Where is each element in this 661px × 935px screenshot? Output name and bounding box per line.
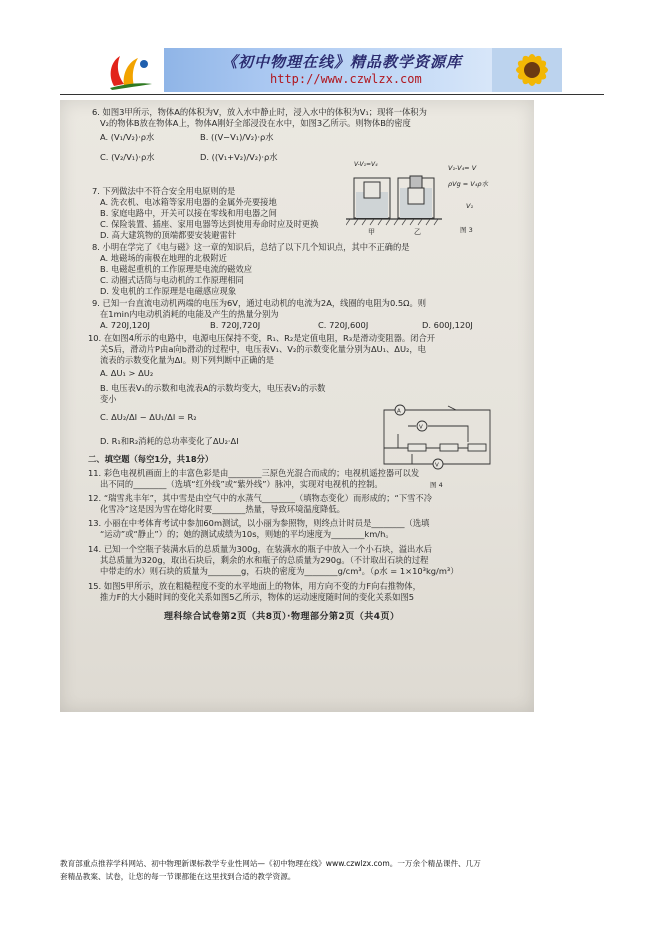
- q8-option-c: C. 动圈式话筒与电动机的工作原理相同: [100, 275, 244, 285]
- header-divider: [60, 94, 604, 95]
- q12-line2: 化雪冷”这是因为雪在熔化时要________热量，导致环境温度降低。: [100, 504, 345, 514]
- section-2-heading: 二、填空题（每空1分，共18分）: [88, 454, 214, 464]
- q10-option-a: A. ΔU₁ > ΔU₂: [100, 368, 154, 378]
- q10-option-b: B. 电压表V₁的示数和电流表A的示数均变大，电压表V₂的示数: [100, 383, 326, 393]
- fig3-handwritten-note-2: V₁-V₄= V: [448, 164, 477, 172]
- q10-line2: 关S后，滑动片P由a向b滑动的过程中，电压表V₁、V₂的示数变化量分别为ΔU₁、ΔU₂，电: [100, 344, 426, 354]
- q12-line1: 12. “瑞雪兆丰年”，其中雪是由空气中的水蒸气________（填物态变化）而形成的；“下雪不冷: [88, 493, 433, 503]
- q14-line3: 中带走的水）则石块的质量为________g，石块的密度为________g/cm³。（ρ水 = 1×10³kg/m³）: [100, 566, 459, 576]
- q9-option-d: D. 600J,120J: [422, 320, 473, 330]
- q7-option-a: A. 洗衣机、电冰箱等家用电器的金属外壳要接地: [100, 197, 277, 207]
- fig3-label-yi: 乙: [414, 228, 421, 236]
- q7-option-d: D. 高大建筑物的顶端都要安装避雷针: [100, 230, 237, 240]
- q6-option-a: A. (V₁/V₂)·ρ水: [100, 132, 155, 142]
- q7-option-b: B. 家庭电路中，开关可以接在零线和用电器之间: [100, 208, 277, 218]
- footer-line-2: 套精品教案、试卷，让您的每一节课都能在这里找到合适的教学资源。: [60, 872, 296, 881]
- q9-option-a: A. 720J,120J: [100, 320, 151, 330]
- banner-url[interactable]: http://www.czwlzx.com: [270, 72, 422, 86]
- q15-line2: 推力F的大小随时间的变化关系如图5乙所示，物体的运动速度随时间的变化关系如图5: [100, 592, 415, 602]
- q11-line1: 11. 彩色电视机画面上的丰富色彩是由________三原色光混合而成的；电视机遥控器可以发: [88, 468, 420, 478]
- q11-line2: 出不同的________（选填“红外线”或“紫外线”）脉冲，实现对电视机的控制。: [100, 479, 383, 489]
- svg-text:A: A: [397, 408, 401, 415]
- q6-option-c: C. (V₂/V₁)·ρ水: [100, 152, 155, 162]
- q9-option-c: C. 720J,600J: [318, 320, 369, 330]
- scanned-exam-page: [60, 100, 534, 712]
- q10-option-b-cont: 变小: [100, 394, 117, 404]
- fig3-handwritten-note-3: ρVg = V₄ρ水: [448, 180, 488, 188]
- q8-stem: 8. 小明在学完了《电与磁》这一章的知识后，总结了以下几个知识点，其中不正确的是: [92, 242, 410, 252]
- header-banner: [100, 48, 562, 92]
- q6-line2: V₂的物体B放在物体A上，物体A刚好全部浸没在水中，如图3乙所示。则物体B的密度: [100, 118, 411, 128]
- figure-4-circuit: [378, 404, 496, 476]
- footer-line-1: 教育部重点推荐学科网站、初中物理新课标教学专业性网站—《初中物理在线》www.czwlzx.com。一万余个精品课件、几万: [60, 859, 481, 868]
- q10-line1: 10. 在如图4所示的电路中，电源电压保持不变，R₁、R₂是定值电阻，R₃是滑动变阻器。闭合开: [88, 333, 436, 343]
- q14-line1: 14. 已知一个空瓶子装满水后的总质量为300g，在装满水的瓶子中放入一个小石块，溢出水后: [88, 544, 432, 554]
- q13-line1: 13. 小丽在中考体育考试中参加60m测试，以小丽为参照物，则终点计时员是________（选填: [88, 518, 430, 528]
- svg-text:V: V: [419, 424, 423, 431]
- q14-line2: 其总质量为320g，取出石块后，剩余的水和瓶子的总质量为290g。（不计取出石块的过程: [100, 555, 429, 565]
- svg-text:V: V: [435, 462, 439, 469]
- q6-option-d: D. ((V₁+V₂)/V₂)·ρ水: [200, 152, 278, 162]
- q15-line1: 15. 如图5甲所示，放在粗糙程度不变的水平地面上的物体，用方向不变的力F向右推物体，: [88, 581, 421, 591]
- q13-line2: “运动”或“静止”）的；她的测试成绩为10s，则她的平均速度为________km/h。: [100, 529, 394, 539]
- fig3-label-jia: 甲: [368, 228, 375, 236]
- logo-mark-icon: [100, 48, 164, 92]
- q9-line2: 在1min内电动机消耗的电能及产生的热量分别为: [100, 309, 279, 319]
- q6-option-b: B. ((V−V₁)/V₂)·ρ水: [200, 132, 274, 142]
- q10-option-c: C. ΔU₂/ΔI − ΔU₁/ΔI = R₂: [100, 412, 197, 422]
- fig3-handwritten-note-4: V₁: [466, 202, 474, 210]
- site-logo: [100, 48, 164, 92]
- fig3-caption: 图 3: [460, 226, 473, 234]
- q9-line1: 9. 已知一台直流电动机两端的电压为6V，通过电动机的电流为2A，线圈的电阻为0.5Ω。则: [92, 298, 427, 308]
- fig4-caption: 图 4: [430, 481, 443, 489]
- q7-option-c: C. 保险装置、插座、家用电器等达到使用寿命时应及时更换: [100, 219, 319, 229]
- q8-option-b: B. 电磁起重机的工作原理是电流的磁效应: [100, 264, 253, 274]
- page-footer: [60, 857, 608, 883]
- q6-line1: 6. 如图3甲所示，物体A的体积为V，放入水中静止时，浸入水中的体积为V₁；现将一体积为: [92, 107, 427, 117]
- sunflower-icon: [492, 48, 562, 92]
- q8-option-d: D. 发电机的工作原理是电磁感应现象: [100, 286, 237, 296]
- fig3-handwritten-note-1: V-V₁=V₄: [354, 161, 378, 168]
- figure-3: [346, 152, 526, 238]
- q10-line3: 流表的示数变化量为ΔI。则下列判断中正确的是: [100, 355, 275, 365]
- q10-option-d: D. R₁和R₂消耗的总功率变化了ΔU₂·ΔI: [100, 436, 239, 446]
- q9-option-b: B. 720J,720J: [210, 320, 261, 330]
- scan-page-footer: 理科综合试卷第2页（共8页）·物理部分第2页（共4页）: [164, 612, 400, 622]
- banner-title: 《初中物理在线》精品教学资源库: [222, 53, 463, 71]
- q7-stem: 7. 下列做法中不符合安全用电原则的是: [92, 186, 236, 196]
- q8-option-a: A. 地磁场的南极在地理的北极附近: [100, 253, 227, 263]
